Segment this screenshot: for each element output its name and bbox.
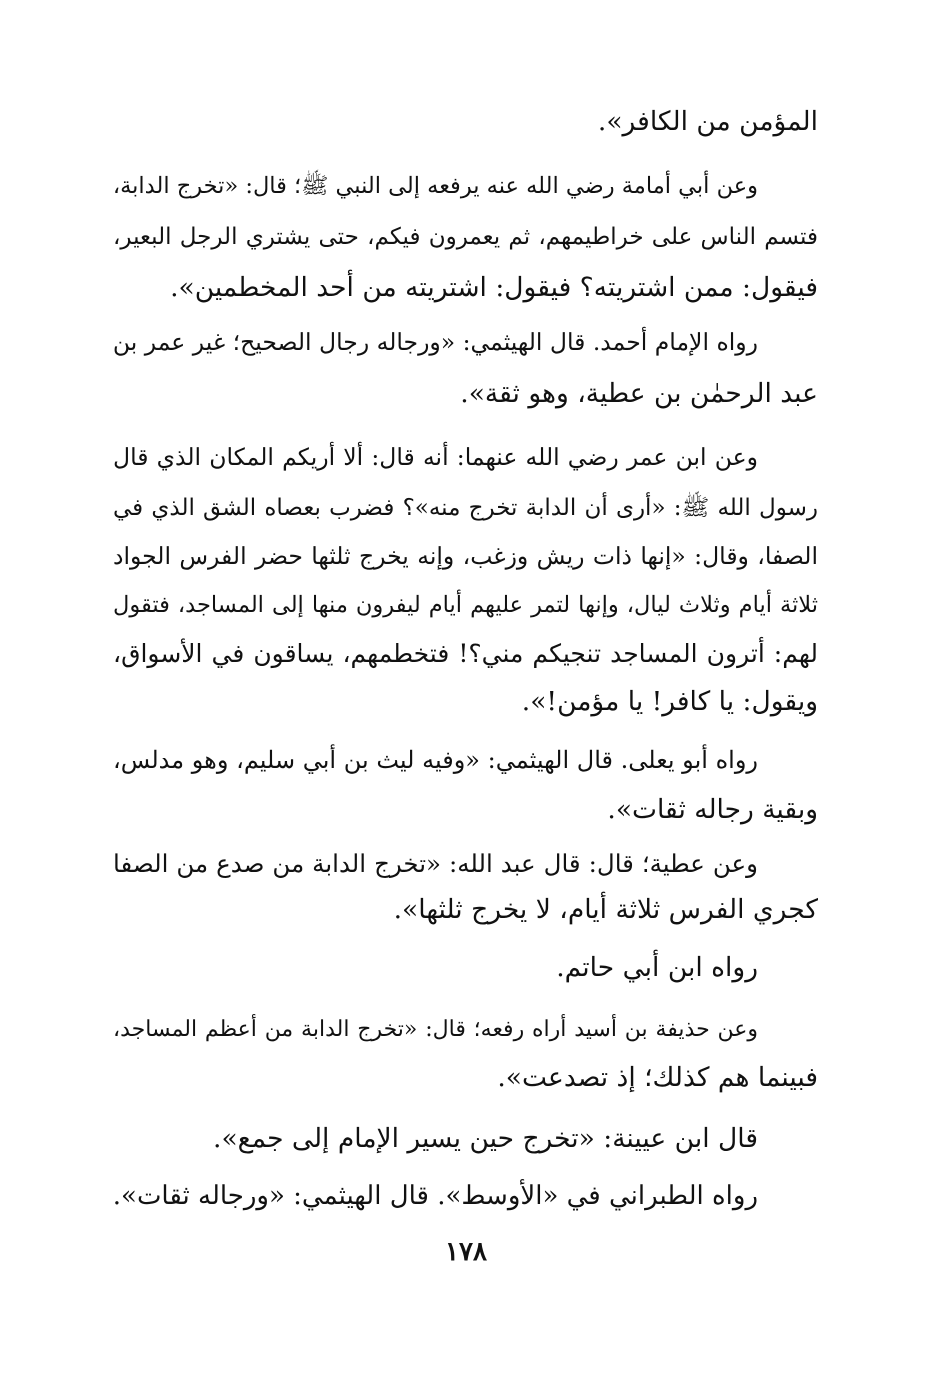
text-line: فبينما هم كذلك؛ إذ تصدعت». — [497, 1062, 818, 1093]
text-line: ويقول: يا كافر! يا مؤمن!». — [521, 686, 818, 717]
text-line: فتسم الناس على خراطيمهم، ثم يعمرون فيكم، حتى يشتري الرجل البعير، — [113, 224, 818, 250]
text-line: وعن عطية؛ قال: قال عبد الله: «تخرج الدابة من صدع من الصفا — [113, 849, 758, 878]
text-line: رواه أبو يعلى. قال الهيثمي: «وفيه ليث بن أبي سليم، وهو مدلس، — [113, 746, 758, 774]
text-line: فيقول: ممن اشتريته؟ فيقول: اشتريته من أحد المخطمين». — [170, 272, 818, 303]
text-line: ثلاثة أيام وثلاث ليال، وإنها لتمر عليهم أيام ليفرون منها إلى المساجد، فتقول — [113, 592, 818, 618]
text-line: الصفا، وقال: «إنها ذات ريش وزغب، وإنه يخرج ثلثها حضر الفرس الجواد — [113, 542, 818, 570]
text-line: وبقية رجاله ثقات». — [607, 794, 818, 825]
text-line: رواه الإمام أحمد. قال الهيثمي: «ورجاله رجال الصحيح؛ غير عمر بن — [112, 328, 758, 356]
text-line: وعن ابن عمر رضي الله عنهما: أنه قال: ألا أريكم المكان الذي قال — [113, 443, 758, 471]
page-number: ١٧٨ — [445, 1237, 487, 1267]
text-line: كجري الفرس ثلاثة أيام، لا يخرج ثلثها». — [393, 894, 818, 925]
text-line: رسول الله ﷺ: «أرى أن الدابة تخرج منه»؟ فضرب بعصاه الشق الذي في — [113, 495, 818, 521]
text-line: لهم: أترون المساجد تنجيكم مني؟! فتخطمهم، يساقون في الأسواق، — [113, 639, 818, 668]
text-line: المؤمن من الكافر». — [597, 106, 818, 137]
text-line: وعن حذيفة بن أسيد أراه رفعه؛ قال: «تخرج الدابة من أعظم المساجد، — [113, 1017, 758, 1042]
text-line: وعن أبي أمامة رضي الله عنه يرفعه إلى النبي ﷺ؛ قال: «تخرج الدابة، — [112, 173, 758, 199]
text-line: عبد الرحمٰن بن عطية، وهو ثقة». — [460, 378, 818, 409]
text-line: رواه الطبراني في «الأوسط». قال الهيثمي: «ورجاله ثقات». — [112, 1181, 758, 1211]
text-line: رواه ابن أبي حاتم. — [556, 952, 758, 983]
text-line: قال ابن عيينة: «تخرج حين يسير الإمام إلى جمع». — [213, 1123, 758, 1154]
